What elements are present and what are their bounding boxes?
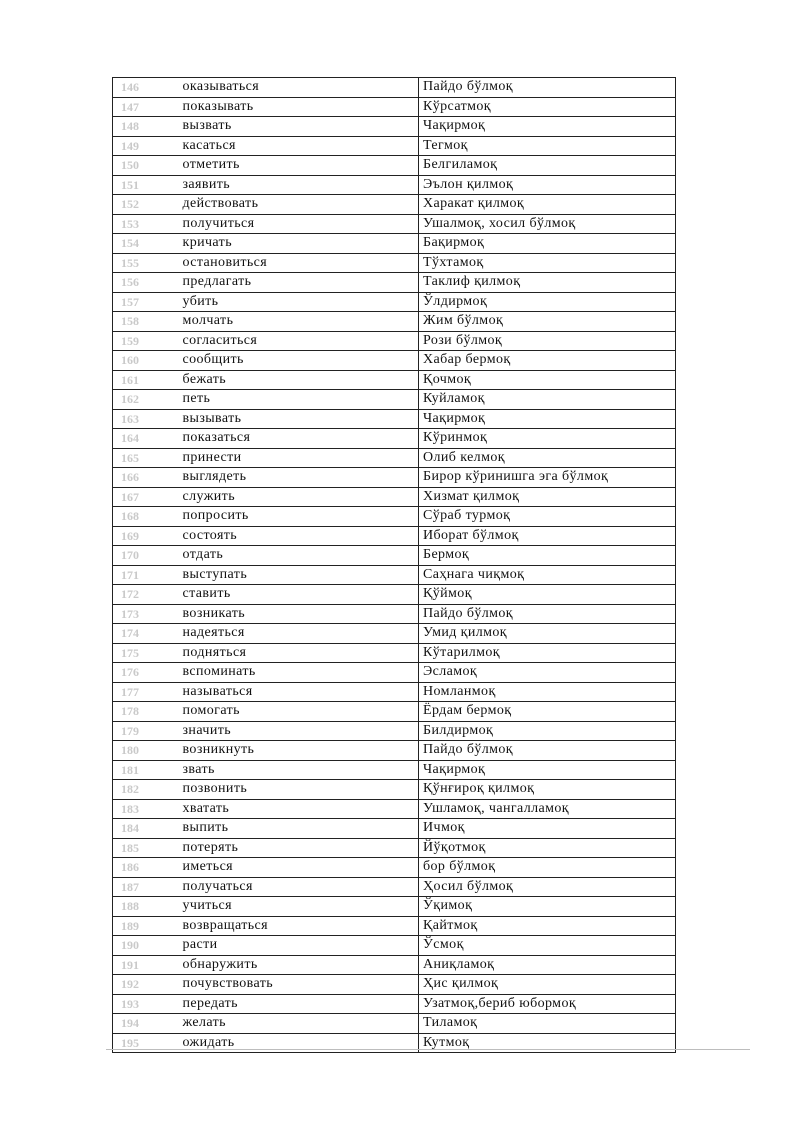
uzbek-translation: Ўлдирмоқ [419,292,676,312]
russian-word: попросить [171,507,419,527]
row-number: 156 [113,273,171,293]
table-row [113,799,676,819]
uzbek-translation: Пайдо бўлмоқ [419,604,676,624]
uzbek-translation: Тиламоқ [419,1014,676,1034]
russian-word: молчать [171,312,419,332]
table-row [113,351,676,371]
russian-word: учиться [171,897,419,917]
uzbek-translation: Рози бўлмоқ [419,331,676,351]
uzbek-translation: Қайтмоқ [419,916,676,936]
table-row [113,390,676,410]
russian-word: значить [171,721,419,741]
uzbek-translation: Пайдо бўлмоқ [419,78,676,98]
uzbek-translation: Бермоқ [419,546,676,566]
vocabulary-table [112,77,676,1053]
uzbek-translation: Узатмоқ,бериб юбормоқ [419,994,676,1014]
table-row [113,117,676,137]
russian-word: принести [171,448,419,468]
russian-word: ставить [171,585,419,605]
row-number: 194 [113,1014,171,1034]
row-number: 184 [113,819,171,839]
uzbek-translation: Ўсмоқ [419,936,676,956]
uzbek-translation: Пайдо бўлмоқ [419,741,676,761]
row-number: 176 [113,663,171,683]
table-row [113,936,676,956]
russian-word: возвращаться [171,916,419,936]
table-row [113,370,676,390]
russian-word: обнаружить [171,955,419,975]
russian-word: подняться [171,643,419,663]
row-number: 154 [113,234,171,254]
russian-word: помогать [171,702,419,722]
row-number: 165 [113,448,171,468]
row-number: 147 [113,97,171,117]
table-row [113,682,676,702]
table-row [113,234,676,254]
table-row [113,819,676,839]
table-row [113,468,676,488]
row-number: 162 [113,390,171,410]
russian-word: звать [171,760,419,780]
uzbek-translation: Тегмоқ [419,136,676,156]
russian-word: возникать [171,604,419,624]
russian-word: возникнуть [171,741,419,761]
row-number: 192 [113,975,171,995]
uzbek-translation: Харакат қилмоқ [419,195,676,215]
uzbek-translation: Кўтарилмоқ [419,643,676,663]
uzbek-translation: Хизмат қилмоқ [419,487,676,507]
russian-word: выпить [171,819,419,839]
uzbek-translation: Бақирмоқ [419,234,676,254]
row-number: 186 [113,858,171,878]
russian-word: служить [171,487,419,507]
table-row [113,624,676,644]
row-number: 169 [113,526,171,546]
vocabulary-table-body [113,78,676,1053]
table-row [113,507,676,527]
uzbek-translation: Қўнғироқ қилмоқ [419,780,676,800]
row-number: 155 [113,253,171,273]
uzbek-translation: Ҳис қилмоқ [419,975,676,995]
table-row [113,292,676,312]
russian-word: расти [171,936,419,956]
russian-word: выступать [171,565,419,585]
table-row [113,643,676,663]
russian-word: вызывать [171,409,419,429]
row-number: 168 [113,507,171,527]
uzbek-translation: Ҳосил бўлмоқ [419,877,676,897]
row-number: 189 [113,916,171,936]
russian-word: отдать [171,546,419,566]
uzbek-translation: Ёрдам бермоқ [419,702,676,722]
uzbek-translation: Бирор кўринишга эга бўлмоқ [419,468,676,488]
uzbek-translation: Номланмоқ [419,682,676,702]
russian-word: хватать [171,799,419,819]
row-number: 170 [113,546,171,566]
russian-word: выглядеть [171,468,419,488]
row-number: 166 [113,468,171,488]
row-number: 187 [113,877,171,897]
uzbek-translation: Таклиф қилмоқ [419,273,676,293]
table-row [113,565,676,585]
table-row [113,1014,676,1034]
table-row [113,526,676,546]
russian-word: вызвать [171,117,419,137]
uzbek-translation: Жим бўлмоқ [419,312,676,332]
russian-word: получиться [171,214,419,234]
russian-word: иметься [171,858,419,878]
russian-word: бежать [171,370,419,390]
russian-word: желать [171,1014,419,1034]
russian-word: позвонить [171,780,419,800]
row-number: 148 [113,117,171,137]
footer-rule [106,1049,750,1050]
uzbek-translation: Қўймоқ [419,585,676,605]
russian-word: называться [171,682,419,702]
russian-word: надеяться [171,624,419,644]
russian-word: согласиться [171,331,419,351]
uzbek-translation: Эълон қилмоқ [419,175,676,195]
uzbek-translation: Кутмоқ [419,1033,676,1053]
table-row [113,877,676,897]
uzbek-translation: Кўрсатмоқ [419,97,676,117]
row-number: 177 [113,682,171,702]
table-row [113,604,676,624]
row-number: 152 [113,195,171,215]
russian-word: сообщить [171,351,419,371]
table-row [113,448,676,468]
table-row [113,838,676,858]
table-row [113,955,676,975]
uzbek-translation: Йўқотмоқ [419,838,676,858]
russian-word: предлагать [171,273,419,293]
table-row [113,487,676,507]
row-number: 149 [113,136,171,156]
row-number: 167 [113,487,171,507]
russian-word: потерять [171,838,419,858]
russian-word: петь [171,390,419,410]
uzbek-translation: Олиб келмоқ [419,448,676,468]
russian-word: оказываться [171,78,419,98]
uzbek-translation: Сўраб турмоқ [419,507,676,527]
row-number: 163 [113,409,171,429]
uzbek-translation: Билдирмоқ [419,721,676,741]
row-number: 179 [113,721,171,741]
row-number: 171 [113,565,171,585]
russian-word: получаться [171,877,419,897]
table-row [113,253,676,273]
table-row [113,409,676,429]
uzbek-translation: Тўхтамоқ [419,253,676,273]
uzbek-translation: Ушламоқ, чангалламоқ [419,799,676,819]
row-number: 161 [113,370,171,390]
row-number: 178 [113,702,171,722]
table-row [113,975,676,995]
table-row [113,663,676,683]
table-row [113,897,676,917]
russian-word: ожидать [171,1033,419,1053]
table-row [113,175,676,195]
table-row [113,585,676,605]
table-row [113,760,676,780]
row-number: 195 [113,1033,171,1053]
uzbek-translation: Ичмоқ [419,819,676,839]
russian-word: остановиться [171,253,419,273]
uzbek-translation: Ушалмоқ, хосил бўлмоқ [419,214,676,234]
table-row [113,858,676,878]
table-row [113,97,676,117]
row-number: 180 [113,741,171,761]
row-number: 191 [113,955,171,975]
table-row [113,312,676,332]
uzbek-translation: Эсламоқ [419,663,676,683]
uzbek-translation: Чақирмоқ [419,409,676,429]
row-number: 185 [113,838,171,858]
row-number: 172 [113,585,171,605]
table-row [113,156,676,176]
russian-word: передать [171,994,419,1014]
row-number: 164 [113,429,171,449]
table-row [113,136,676,156]
row-number: 182 [113,780,171,800]
table-row [113,78,676,98]
uzbek-translation: Умид қилмоқ [419,624,676,644]
table-row [113,994,676,1014]
uzbek-translation: Қочмоқ [419,370,676,390]
russian-word: показывать [171,97,419,117]
table-row [113,780,676,800]
table-row [113,273,676,293]
row-number: 158 [113,312,171,332]
row-number: 193 [113,994,171,1014]
uzbek-translation: Куйламоқ [419,390,676,410]
russian-word: кричать [171,234,419,254]
russian-word: действовать [171,195,419,215]
russian-word: заявить [171,175,419,195]
russian-word: почувствовать [171,975,419,995]
row-number: 151 [113,175,171,195]
row-number: 190 [113,936,171,956]
uzbek-translation: Кўринмоқ [419,429,676,449]
row-number: 188 [113,897,171,917]
uzbek-translation: Иборат бўлмоқ [419,526,676,546]
table-row [113,546,676,566]
uzbek-translation: бор бўлмоқ [419,858,676,878]
russian-word: убить [171,292,419,312]
russian-word: вспоминать [171,663,419,683]
row-number: 181 [113,760,171,780]
russian-word: касаться [171,136,419,156]
table-row [113,721,676,741]
uzbek-translation: Чақирмоқ [419,117,676,137]
uzbek-translation: Аниқламоқ [419,955,676,975]
table-row [113,702,676,722]
uzbek-translation: Чақирмоқ [419,760,676,780]
russian-word: состоять [171,526,419,546]
row-number: 174 [113,624,171,644]
russian-word: показаться [171,429,419,449]
row-number: 183 [113,799,171,819]
uzbek-translation: Ўқимоқ [419,897,676,917]
row-number: 150 [113,156,171,176]
row-number: 153 [113,214,171,234]
uzbek-translation: Саҳнага чиқмоқ [419,565,676,585]
russian-word: отметить [171,156,419,176]
row-number: 146 [113,78,171,98]
row-number: 173 [113,604,171,624]
table-row [113,741,676,761]
table-row [113,195,676,215]
row-number: 159 [113,331,171,351]
row-number: 160 [113,351,171,371]
table-row [113,331,676,351]
row-number: 175 [113,643,171,663]
uzbek-translation: Хабар бермоқ [419,351,676,371]
table-row [113,214,676,234]
row-number: 157 [113,292,171,312]
table-row [113,429,676,449]
uzbek-translation: Белгиламоқ [419,156,676,176]
table-row [113,916,676,936]
